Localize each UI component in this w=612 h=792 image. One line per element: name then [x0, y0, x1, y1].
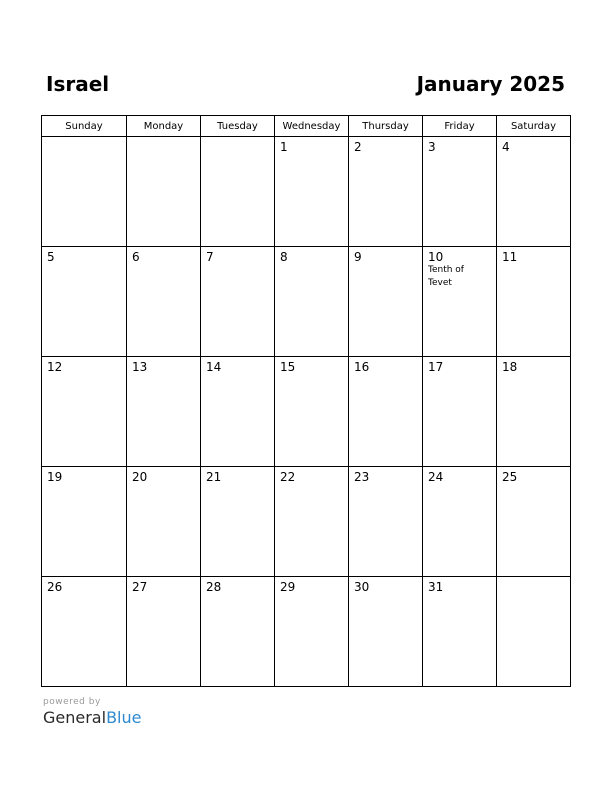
day-number: 21 — [206, 470, 222, 484]
day-number: 14 — [206, 360, 222, 374]
day-number: 3 — [428, 140, 436, 154]
day-number: 9 — [354, 250, 362, 264]
day-number: 24 — [428, 470, 444, 484]
day-number: 16 — [354, 360, 370, 374]
footer — [43, 697, 141, 728]
holiday-label: Tenth of Tevet — [428, 265, 464, 288]
day-cell — [349, 577, 423, 687]
day-cell — [423, 247, 497, 357]
day-number: 30 — [354, 580, 370, 594]
day-number: 13 — [132, 360, 148, 374]
day-number: 7 — [206, 250, 214, 264]
powered-by-text: powered by — [43, 697, 101, 707]
day-number: 22 — [280, 470, 296, 484]
day-cell — [349, 137, 423, 247]
day-number: 6 — [132, 250, 140, 264]
day-cell — [42, 247, 127, 357]
day-number: 17 — [428, 360, 444, 374]
country-title: Israel — [46, 72, 110, 96]
day-cell — [349, 247, 423, 357]
day-number: 23 — [354, 470, 370, 484]
week-row — [42, 357, 571, 467]
day-cell — [42, 137, 127, 247]
day-cell — [127, 357, 201, 467]
day-cell — [42, 357, 127, 467]
day-number: 15 — [280, 360, 296, 374]
day-cell — [201, 247, 275, 357]
day-cell — [497, 577, 571, 687]
brand-logo[interactable] — [43, 708, 141, 728]
week-row — [42, 137, 571, 247]
weekday-header: Monday — [127, 116, 201, 137]
day-cell — [201, 137, 275, 247]
weekday-header: Tuesday — [201, 116, 275, 137]
day-number: 26 — [47, 580, 63, 594]
day-cell — [497, 357, 571, 467]
day-cell — [275, 467, 349, 577]
weekday-header: Saturday — [497, 116, 571, 137]
day-cell — [42, 577, 127, 687]
day-cell — [275, 137, 349, 247]
brand-blue-text: Blue — [106, 708, 142, 727]
month-title: January 2025 — [416, 72, 565, 96]
day-cell — [127, 467, 201, 577]
calendar-grid — [41, 115, 571, 687]
day-cell — [275, 247, 349, 357]
day-number: 4 — [502, 140, 510, 154]
week-row — [42, 577, 571, 687]
day-cell — [201, 467, 275, 577]
day-number: 20 — [132, 470, 148, 484]
week-row — [42, 467, 571, 577]
day-number: 18 — [502, 360, 518, 374]
day-cell — [423, 467, 497, 577]
day-number — [497, 577, 570, 580]
day-cell — [42, 467, 127, 577]
day-number — [127, 137, 200, 140]
weekday-header: Friday — [423, 116, 497, 137]
day-number: 8 — [280, 250, 288, 264]
day-number: 29 — [280, 580, 296, 594]
day-cell — [423, 137, 497, 247]
day-number: 5 — [47, 250, 55, 264]
day-cell — [349, 467, 423, 577]
day-cell — [349, 357, 423, 467]
day-number: 12 — [47, 360, 63, 374]
day-number: 1 — [280, 140, 288, 154]
day-number: 28 — [206, 580, 222, 594]
day-number: 31 — [428, 580, 444, 594]
day-cell — [127, 247, 201, 357]
day-number — [201, 137, 274, 140]
day-cell — [497, 247, 571, 357]
day-cell — [201, 577, 275, 687]
day-cell — [423, 357, 497, 467]
day-cell — [127, 137, 201, 247]
day-cell — [423, 577, 497, 687]
day-number: 2 — [354, 140, 362, 154]
weekday-header: Thursday — [349, 116, 423, 137]
brand-general-text: General — [43, 708, 107, 727]
day-cell — [275, 577, 349, 687]
day-number: 10 — [428, 250, 444, 264]
day-cell — [275, 357, 349, 467]
weekday-header: Wednesday — [275, 116, 349, 137]
day-number — [42, 137, 126, 140]
day-cell — [201, 357, 275, 467]
day-number: 25 — [502, 470, 518, 484]
weekday-header: Sunday — [42, 116, 127, 137]
week-row — [42, 247, 571, 357]
day-number: 27 — [132, 580, 148, 594]
day-number: 11 — [502, 250, 518, 264]
day-cell — [497, 467, 571, 577]
day-cell — [497, 137, 571, 247]
day-cell — [127, 577, 201, 687]
day-number: 19 — [47, 470, 63, 484]
weekday-header-row — [42, 116, 571, 137]
